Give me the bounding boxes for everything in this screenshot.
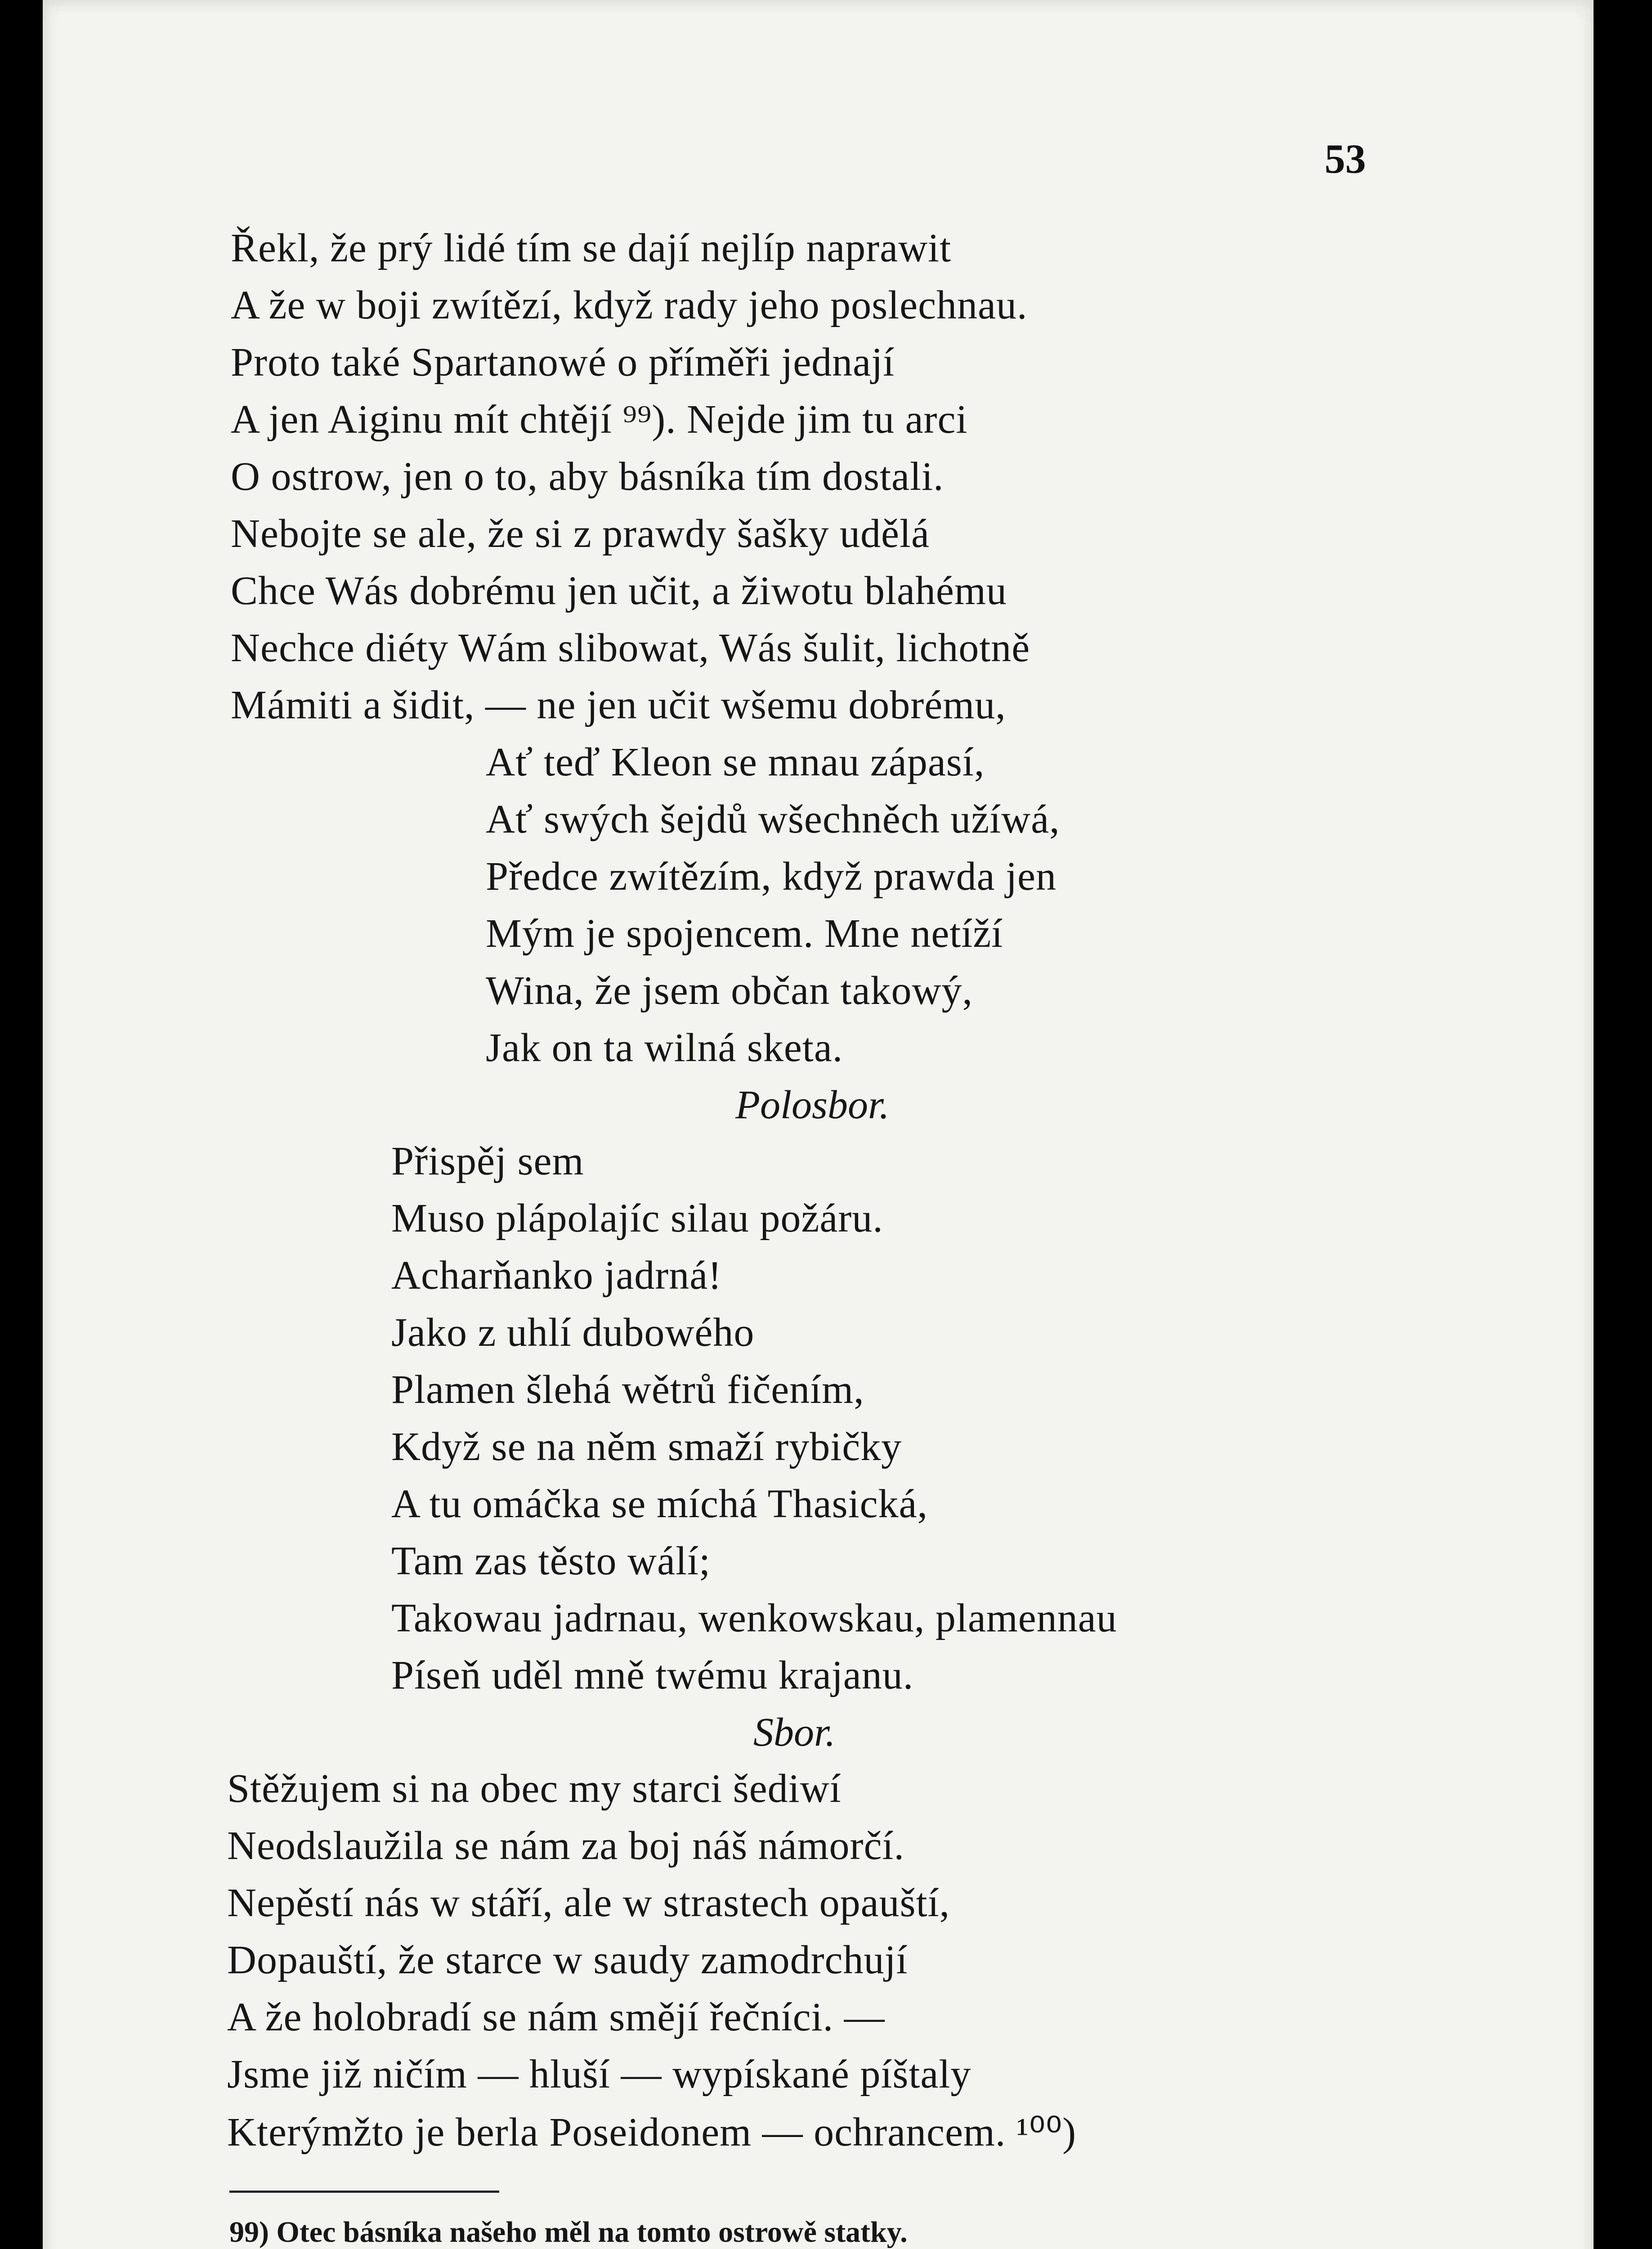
poem-line: Ať swých šejdů wšechněch užíwá,	[486, 797, 1060, 842]
poem-line: Wina, že jsem občan takowý,	[486, 968, 973, 1013]
poem-line: A jen Aiginu mít chtějí ⁹⁹). Nejde jim tu arci	[231, 397, 968, 442]
poem-line: Jako z uhlí dubowého	[391, 1310, 755, 1355]
poem-line: Jsme již ničím — hluší — wypískané píštaly	[227, 2052, 972, 2097]
poem-line: Řekl, že prý lidé tím se dají nejlíp naprawit	[231, 226, 952, 270]
poem-line: Když se na něm smaží rybičky	[391, 1425, 902, 1469]
section-heading-polosbor: Polosbor.	[735, 1083, 890, 1127]
poem-line: Muso plápolajíc silau požáru.	[391, 1196, 883, 1241]
poem-line: Plamen šlehá wětrů fičením,	[391, 1367, 864, 1412]
poem-line: Mámiti a šidit, — ne jen učit wšemu dobrému,	[231, 683, 1006, 727]
poem-line: Nechce diéty Wám slibowat, Wás šulit, lichotně	[231, 626, 1030, 670]
scan-right-edge	[1594, 0, 1652, 2249]
poem-line: Takowau jadrnau, wenkowskau, plamennau	[391, 1596, 1117, 1640]
footnote-separator	[229, 2191, 499, 2193]
poem-line: Ať teď Kleon se mnau zápasí,	[486, 740, 985, 784]
poem-line: Chce Wás dobrému jen učit, a žiwotu blahému	[231, 569, 1007, 613]
poem-line: Kterýmžto je berla Poseidonem — ochrancem. ¹⁰⁰)	[227, 2110, 1077, 2155]
poem-line: Acharňanko jadrná!	[391, 1253, 722, 1298]
poem-line: Přispěj sem	[391, 1139, 584, 1183]
poem-line: Jak on ta wilná sketa.	[486, 1026, 843, 1070]
poem-line: Stěžujem si na obec my starci šediwí	[227, 1766, 842, 1811]
poem-line: A že holobradí se nám smějí řečníci. —	[227, 1995, 885, 2039]
poem-line: Nepěstí nás w stáří, ale w strastech opauští,	[227, 1881, 950, 1925]
poem-line: Tam zas těsto wálí;	[391, 1539, 711, 1583]
poem-line: Nebojte se ale, že si z prawdy šašky udělá	[231, 511, 930, 556]
poem-line: Neodslaužila se nám za boj náš námorčí.	[227, 1823, 904, 1868]
footnote-99: 99) Otec básníka našeho měl na tomto ostrowě statky.	[229, 2216, 908, 2249]
poem-line: Píseň uděl mně twému krajanu.	[391, 1653, 914, 1698]
scan-left-edge	[0, 0, 43, 2249]
poem-line: Proto také Spartanowé o příměři jednají	[231, 340, 895, 385]
poem-line: O ostrow, jen o to, aby básníka tím dostali.	[231, 454, 944, 499]
poem-line: A tu omáčka se míchá Thasická,	[391, 1482, 928, 1526]
page-number: 53	[1325, 136, 1366, 182]
poem-line: A že w boji zwítězí, když rady jeho poslechnau.	[231, 283, 1028, 327]
poem-line: Dopauští, že starce w saudy zamodrchují	[227, 1938, 908, 1982]
poem-line: Mým je spojencem. Mne netíží	[486, 911, 1003, 956]
poem-line: Předce zwítězím, když prawda jen	[486, 854, 1057, 899]
section-heading-sbor: Sbor.	[753, 1710, 836, 1755]
